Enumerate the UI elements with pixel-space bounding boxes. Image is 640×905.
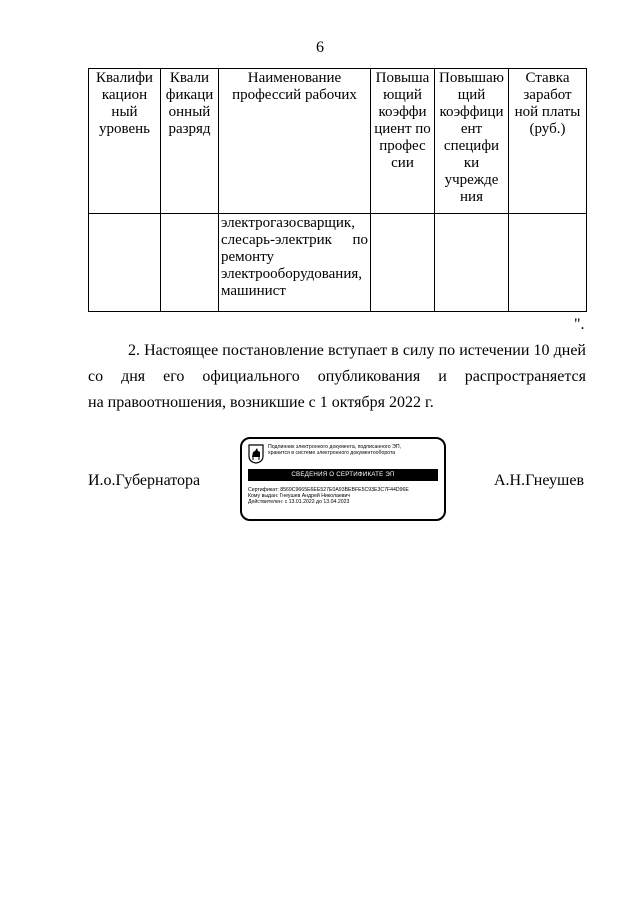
paragraph-line-2: со дня его официального опубликования и распространяется — [88, 368, 586, 385]
closing-quote: ". — [574, 316, 585, 333]
stamp-certificate: Сертификат: 8569C9665E6EE527E0A93BEBFE5C93E3C7F44D96E — [248, 487, 409, 493]
cell-profession-coefficient — [371, 214, 435, 312]
stamp-band-title: СВЕДЕНИЯ О СЕРТИФИКАТЕ ЭП — [248, 469, 438, 481]
stamp-details — [248, 487, 442, 506]
profession-line-2-word-2: по — [352, 232, 368, 248]
stamp-header-line-2: хранится в системе электронного документооборота — [268, 450, 396, 457]
stamp-owner: Кому выдан: Гнеушев Андрей Николаевич — [248, 493, 351, 500]
profession-line-4: электрооборудования, — [221, 266, 363, 282]
cell-institution-coefficient — [435, 214, 509, 312]
profession-line-5: машинист — [221, 283, 286, 299]
page-number: 6 — [316, 39, 324, 56]
profession-line-2-word-1: слесарь-электрик — [221, 232, 332, 248]
profession-line-3: ремонту — [221, 249, 275, 265]
digital-signature-stamp — [240, 437, 446, 521]
signer-name: А.Н.Гнеушев — [494, 472, 584, 489]
professions-table — [88, 68, 587, 312]
header-salary-rate: Ставка заработ ной платы (руб.) — [509, 69, 587, 214]
stamp-validity: Действителен: с 13.01.2022 до 13.04.2023 — [248, 499, 350, 506]
table-row — [89, 214, 587, 312]
header-grade: Квали фикаци онный разряд — [161, 69, 219, 214]
header-profession-coefficient: Повыша ющий коэффи циент по профес сии — [371, 69, 435, 214]
table-header-row — [89, 69, 587, 214]
stamp-header-line-1: Подлинник электронного документа, подписанного ЭП, — [268, 444, 402, 450]
profession-line-2 — [221, 232, 368, 249]
paragraph-line-1: 2. Настоящее постановление вступает в силу по истечении 10 дней — [128, 342, 586, 359]
header-institution-coefficient: Повышаю щий коэффици ент специфи ки учрежде ния — [435, 69, 509, 214]
profession-line-1: электрогазосварщик, — [221, 215, 355, 231]
cell-profession-names — [219, 214, 371, 312]
header-profession-name: Наименование профессий рабочих — [219, 69, 371, 214]
paragraph-effective-date — [88, 338, 586, 416]
cell-grade — [161, 214, 219, 312]
stamp-header — [268, 444, 444, 456]
paragraph-line-3: на правоотношения, возникшие с 1 октября 2022 г. — [88, 394, 434, 411]
cell-salary-rate — [509, 214, 587, 312]
coat-of-arms-icon — [248, 444, 264, 464]
signer-title: И.о.Губернатора — [88, 472, 201, 489]
header-qualification-level: Квалифи кацион ный уровень — [89, 69, 161, 214]
cell-qualification-level — [89, 214, 161, 312]
